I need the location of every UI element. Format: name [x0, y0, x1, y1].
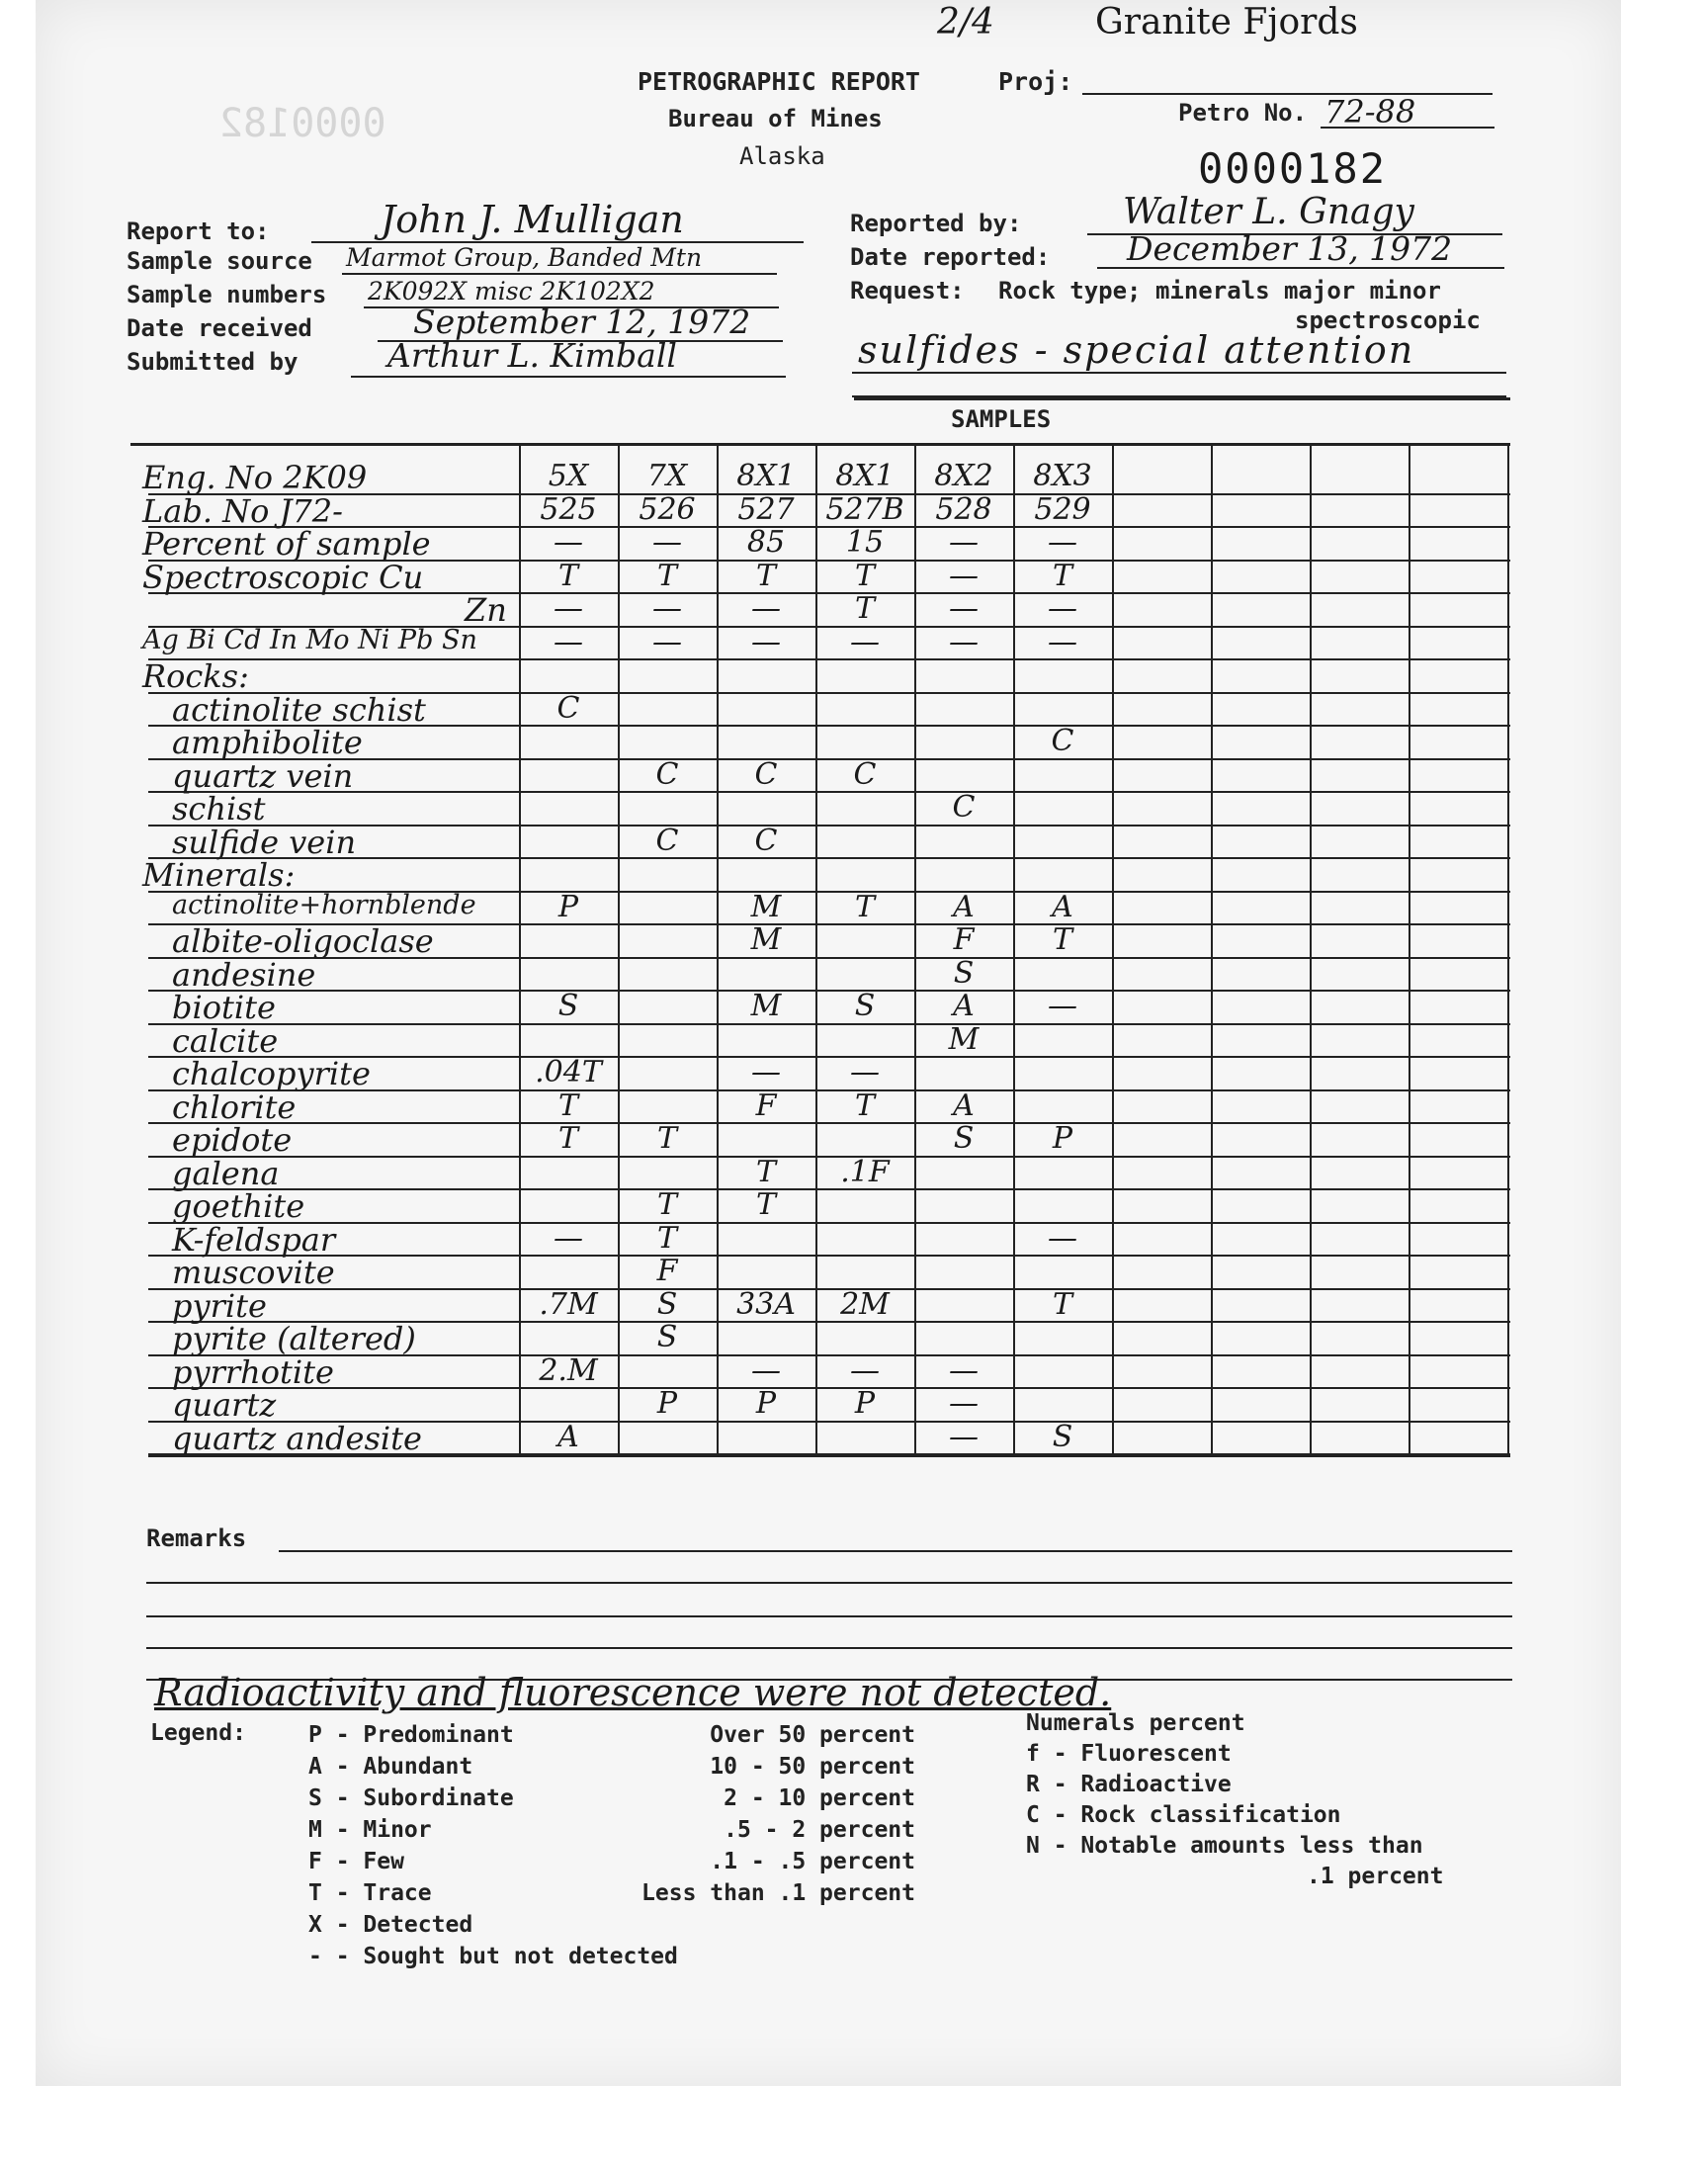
table-cell: C: [754, 757, 778, 792]
table-cell: S: [953, 1121, 975, 1156]
table-cell: —: [751, 1353, 781, 1388]
table-cell: C: [1051, 724, 1074, 758]
table-cell: 527B: [825, 492, 904, 527]
report-to-value: John J. Mulligan: [381, 198, 684, 241]
table-cell: P: [1052, 1121, 1073, 1156]
table-row-label: epidote: [172, 1121, 293, 1159]
table-cell: —: [652, 625, 682, 659]
table-row-label: albite-oligoclase: [172, 922, 434, 960]
petro-underline: [1321, 127, 1494, 129]
legend-title: Legend:: [150, 1720, 246, 1746]
table-cell: —: [850, 1353, 880, 1388]
table-row-label: sulfide vein: [172, 824, 357, 861]
table-cell: M: [948, 1022, 980, 1057]
table-cell: P: [755, 1386, 777, 1421]
legend-note: f - Fluorescent: [1026, 1741, 1232, 1767]
table-cell: T: [656, 1187, 677, 1222]
table-cell: P: [854, 1386, 876, 1421]
samples-heading: SAMPLES: [951, 405, 1052, 433]
table-cell: 525: [540, 492, 597, 527]
table-cell: —: [1048, 989, 1077, 1023]
table-cell: C: [655, 824, 679, 858]
legend-code: M - Minor: [308, 1817, 432, 1843]
table-row-label: muscovite: [172, 1254, 335, 1291]
table-cell: 8X1: [835, 459, 895, 493]
table-cell: 15: [845, 525, 885, 560]
table-row-label: K-feldspar: [172, 1221, 336, 1259]
legend-note: N - Notable amounts less than: [1026, 1833, 1423, 1859]
legend-code: X - Detected: [308, 1912, 473, 1938]
table-cell: T: [854, 1088, 875, 1123]
table-row-label: pyrite (altered): [172, 1320, 416, 1357]
table-cell: —: [949, 1420, 979, 1454]
column-divider: [1112, 443, 1114, 1456]
table-cell: —: [1048, 525, 1077, 560]
table-cell: T: [755, 1187, 776, 1222]
date-received-label: Date received: [127, 314, 312, 342]
table-cell: A: [953, 1088, 975, 1123]
table-cell: F: [953, 922, 975, 957]
table-row-line: [148, 1222, 1510, 1224]
table-cell: A: [1052, 890, 1073, 924]
table-cell: .1F: [840, 1155, 890, 1189]
table-bottom-border: [148, 1454, 1510, 1457]
table-cell: —: [949, 559, 979, 593]
table-cell: A: [953, 989, 975, 1023]
table-cell: M: [750, 922, 782, 957]
table-cell: A: [557, 1420, 579, 1454]
table-row-label: quartz: [172, 1386, 277, 1424]
table-cell: T: [854, 591, 875, 626]
table-cell: 5X: [548, 459, 589, 493]
submitted-by-value: Arthur L. Kimball: [387, 336, 677, 375]
table-cell: M: [750, 989, 782, 1023]
table-cell: T: [557, 1088, 578, 1123]
sample-source-label: Sample source: [127, 247, 312, 275]
samples-top-border: [854, 397, 1510, 400]
column-divider: [1409, 443, 1410, 1456]
table-cell: P: [656, 1386, 678, 1421]
table-cell: 8X3: [1033, 459, 1092, 493]
table-row-label: pyrrhotite: [172, 1353, 334, 1391]
table-cell: —: [850, 1055, 880, 1089]
reported-by-label: Reported by:: [850, 210, 1022, 237]
project-name: Granite Fjords: [1095, 2, 1358, 43]
table-cell: —: [1048, 1221, 1077, 1256]
table-row-label: Zn: [465, 591, 507, 629]
table-cell: C: [754, 824, 778, 858]
submitted-by-label: Submitted by: [127, 348, 299, 376]
table-cell: —: [554, 1221, 583, 1256]
table-row-label: Spectroscopic Cu: [142, 559, 424, 596]
legend-code: A - Abundant: [308, 1754, 473, 1780]
table-cell: T: [1052, 1287, 1072, 1322]
table-row-label: chlorite: [172, 1088, 297, 1126]
table-cell: T: [854, 559, 875, 593]
table-cell: 527: [737, 492, 795, 527]
legend-range: Less than .1 percent: [641, 1880, 915, 1906]
proj-underline: [1082, 93, 1493, 95]
table-cell: T: [656, 1121, 677, 1156]
submitted-by-underline: [351, 376, 786, 378]
table-row-label: pyrite: [172, 1287, 267, 1325]
table-cell: —: [652, 591, 682, 626]
table-cell: S: [1052, 1420, 1073, 1454]
table-cell: T: [755, 559, 776, 593]
table-cell: T: [755, 1155, 776, 1189]
table-cell: S: [656, 1320, 678, 1354]
table-row-line: [148, 1023, 1510, 1025]
table-cell: 7X: [646, 459, 688, 493]
table-cell: .7M: [539, 1287, 598, 1322]
legend-range: Over 50 percent: [710, 1722, 915, 1748]
sample-numbers-label: Sample numbers: [127, 281, 327, 308]
table-row-label: actinolite+hornblende: [172, 890, 476, 920]
agency-name: Bureau of Mines: [668, 105, 883, 132]
table-cell: F: [656, 1254, 678, 1288]
table-cell: T: [1052, 922, 1072, 957]
table-cell: 526: [639, 492, 696, 527]
request-note: sulfides - special attention: [858, 328, 1415, 372]
table-row-label: schist: [172, 790, 266, 827]
table-top-border: [130, 443, 1510, 446]
date-reported-underline: [1097, 267, 1504, 269]
table-cell: —: [751, 625, 781, 659]
proj-label: Proj:: [998, 67, 1073, 96]
table-row-label: Rocks:: [142, 657, 249, 695]
table-cell: T: [656, 1221, 677, 1256]
table-row-line: [148, 1255, 1510, 1257]
table-cell: —: [949, 1386, 979, 1421]
table-cell: T: [1052, 559, 1072, 593]
table-cell: C: [952, 790, 976, 825]
table-cell: F: [755, 1088, 777, 1123]
sample-source-value: Marmot Group, Banded Mtn: [346, 243, 703, 272]
request-text: Rock type; minerals major minor: [998, 277, 1441, 304]
table-row-label: Eng. No 2K09: [142, 459, 368, 496]
legend-range: 2 - 10 percent: [724, 1785, 915, 1811]
request-line2: spectroscopic: [1295, 306, 1481, 334]
table-cell: 529: [1034, 492, 1091, 527]
table-cell: —: [949, 625, 979, 659]
legend-code: P - Predominant: [308, 1722, 514, 1748]
remarks-line-3: [146, 1615, 1512, 1617]
report-to-label: Report to:: [127, 218, 270, 245]
column-divider: [1310, 443, 1312, 1456]
table-cell: —: [1048, 625, 1077, 659]
legend-code: - - Sought but not detected: [308, 1944, 678, 1969]
table-cell: —: [751, 1055, 781, 1089]
table-cell: 8X2: [934, 459, 993, 493]
legend-code: S - Subordinate: [308, 1785, 514, 1811]
legend-note: Numerals percent: [1026, 1710, 1245, 1736]
table-cell: M: [750, 890, 782, 924]
column-divider: [1507, 443, 1509, 1456]
table-cell: S: [557, 989, 579, 1023]
table-cell: T: [854, 890, 875, 924]
ghost-number: 0000182: [219, 101, 386, 146]
petro-label: Petro No.: [1178, 99, 1308, 127]
table-cell: —: [850, 625, 880, 659]
table-cell: —: [554, 625, 583, 659]
table-cell: C: [655, 757, 679, 792]
table-cell: 85: [746, 525, 786, 560]
legend-code: T - Trace: [308, 1880, 432, 1906]
table-cell: T: [557, 559, 578, 593]
table-cell: P: [557, 890, 579, 924]
table-cell: 2M: [840, 1287, 890, 1322]
remarks-line-1: [279, 1550, 1512, 1552]
table-cell: —: [554, 591, 583, 626]
remarks-line-4: [146, 1647, 1512, 1649]
doc-number: 0000182: [1198, 144, 1388, 193]
legend-note: R - Radioactive: [1026, 1772, 1232, 1797]
petro-value: 72-88: [1324, 93, 1416, 130]
sample-source-underline: [342, 273, 777, 275]
table-row-label: calcite: [172, 1022, 279, 1060]
request-underline: [852, 372, 1506, 374]
table-row-label: Lab. No J72-: [142, 492, 343, 530]
date-received-value: September 12, 1972: [413, 303, 751, 341]
table-cell: 2.M: [539, 1353, 598, 1388]
table-cell: A: [953, 890, 975, 924]
column-divider: [1211, 443, 1213, 1456]
table-cell: —: [949, 525, 979, 560]
table-cell: 528: [935, 492, 992, 527]
remarks-note: Radioactivity and fluorescence were not detected.: [154, 1671, 1112, 1714]
table-row-label: galena: [172, 1155, 280, 1192]
legend-note: .1 percent: [1307, 1864, 1444, 1889]
table-cell: S: [953, 956, 975, 991]
table-cell: —: [554, 525, 583, 560]
table-cell: T: [656, 559, 677, 593]
table-cell: —: [949, 1353, 979, 1388]
table-cell: C: [853, 757, 877, 792]
table-cell: 8X1: [736, 459, 796, 493]
table-row-label: biotite: [172, 989, 276, 1026]
legend-range: 10 - 50 percent: [710, 1754, 915, 1780]
table-row-label: quartz vein: [172, 757, 354, 795]
table-cell: S: [656, 1287, 678, 1322]
report-title: PETROGRAPHIC REPORT: [638, 67, 920, 96]
table-cell: —: [1048, 591, 1077, 626]
date-reported-value: December 13, 1972: [1127, 229, 1453, 268]
table-cell: —: [652, 525, 682, 560]
date-reported-label: Date reported:: [850, 243, 1051, 271]
table-row-label: amphibolite: [172, 724, 363, 761]
table-cell: S: [854, 989, 876, 1023]
legend-note: C - Rock classification: [1026, 1802, 1341, 1828]
sample-numbers-value: 2K092X misc 2K102X2: [368, 277, 655, 305]
table-row-label: Minerals:: [142, 856, 296, 894]
reported-by-value: Walter L. Gnagy: [1123, 192, 1414, 232]
request-label: Request:: [850, 277, 965, 304]
table-cell: .04T: [535, 1055, 602, 1089]
legend-range: .1 - .5 percent: [710, 1849, 915, 1874]
table-cell: —: [949, 591, 979, 626]
table-row-label: goethite: [172, 1187, 305, 1225]
table-row-label: quartz andesite: [172, 1420, 422, 1457]
table-row-label: Ag Bi Cd In Mo Ni Pb Sn: [142, 625, 477, 655]
table-cell: C: [556, 691, 580, 726]
remarks-label: Remarks: [146, 1524, 247, 1552]
table-row-label: actinolite schist: [172, 691, 426, 729]
table-cell: —: [751, 591, 781, 626]
table-row-label: andesine: [172, 956, 316, 994]
state-name: Alaska: [739, 142, 825, 170]
table-cell: T: [557, 1121, 578, 1156]
remarks-line-2: [146, 1582, 1512, 1584]
table-row-label: chalcopyrite: [172, 1055, 371, 1092]
table-cell: 33A: [736, 1287, 796, 1322]
legend-code: F - Few: [308, 1849, 404, 1874]
legend-range: .5 - 2 percent: [724, 1817, 915, 1843]
page-marker: 2/4: [937, 2, 994, 43]
table-row-label: Percent of sample: [142, 525, 431, 563]
